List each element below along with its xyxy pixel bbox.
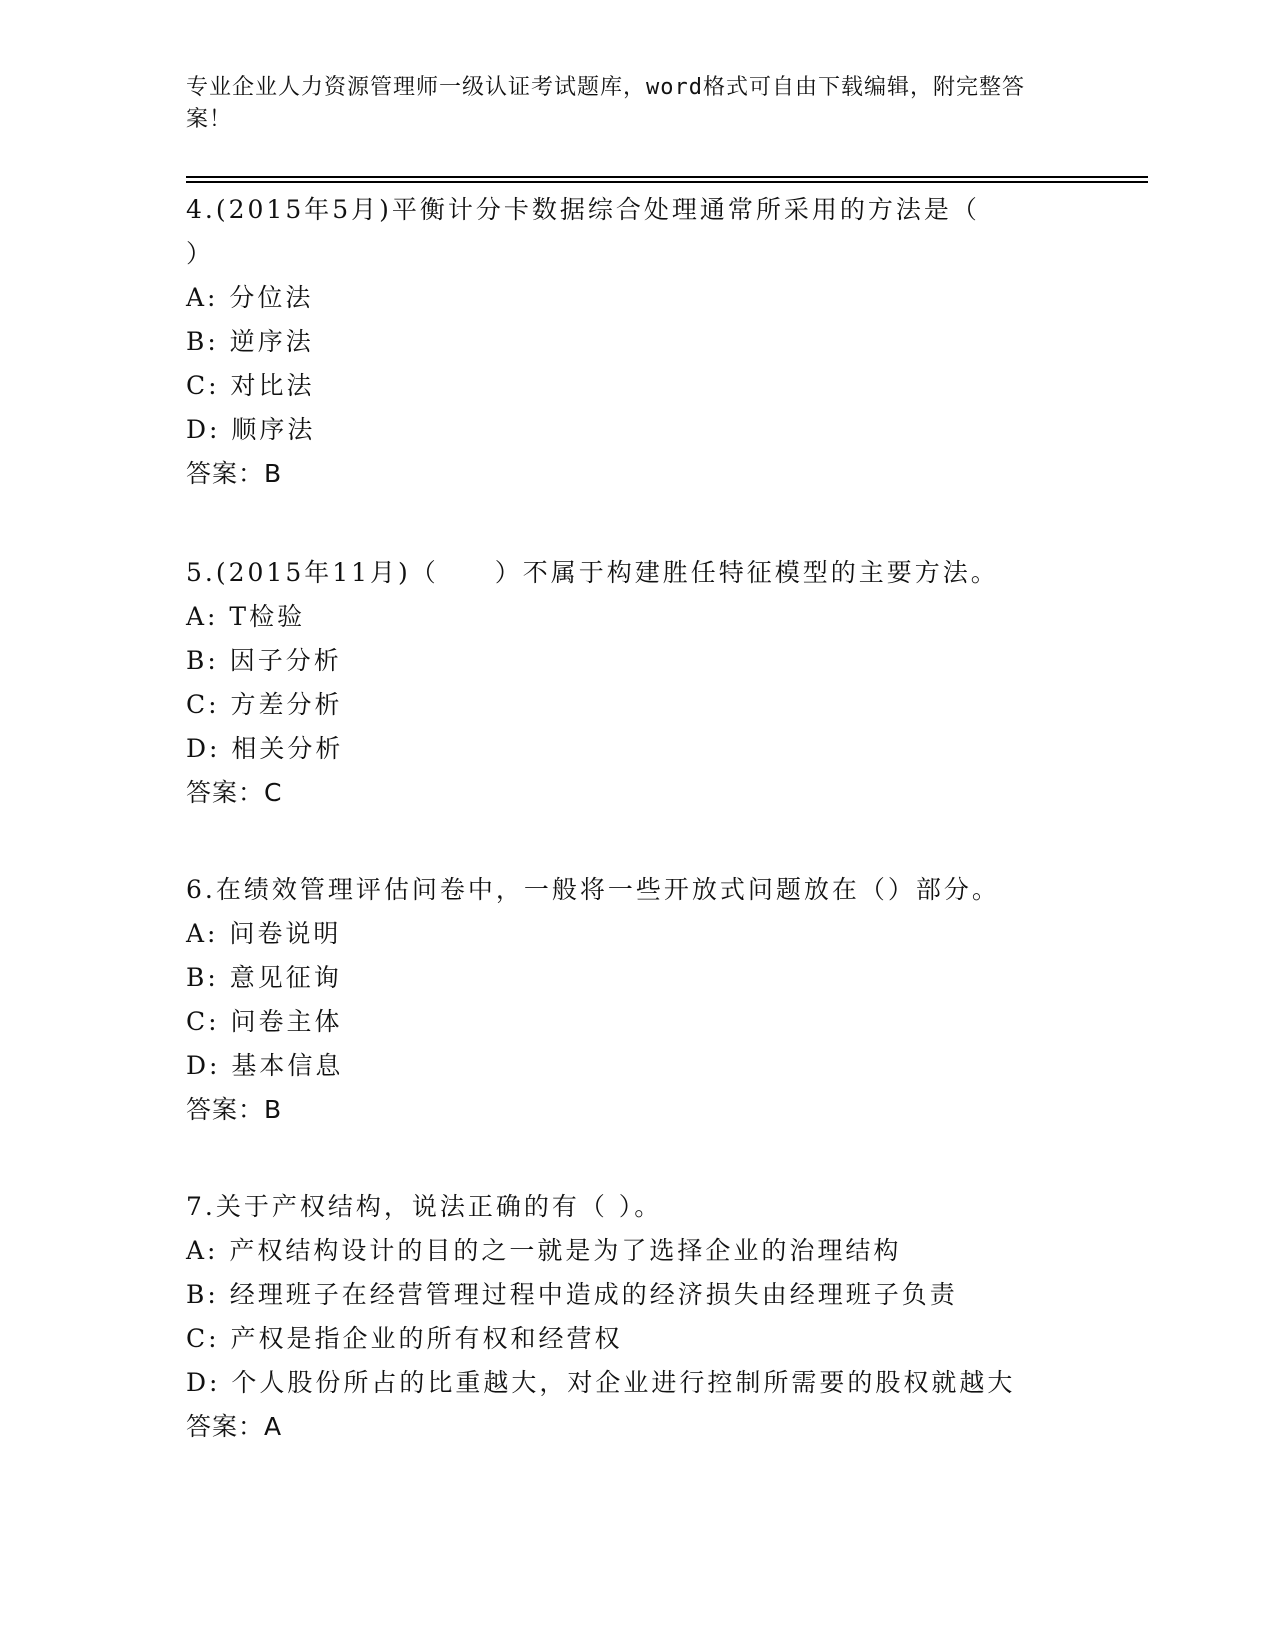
option-c: C: 方差分析 [186, 690, 343, 719]
answer-line: 答案：B [186, 459, 283, 488]
option-d: D: 基本信息 [186, 1051, 344, 1080]
option-b: B: 因子分析 [186, 646, 342, 675]
option-b: B: 逆序法 [186, 327, 314, 356]
option-a: A: T检验 [186, 602, 306, 631]
option-d: D: 个人股份所占的比重越大，对企业进行控制所需要的股权就越大 [186, 1368, 1016, 1397]
question-stem: 7.关于产权结构，说法正确的有（ ）。 [186, 1192, 663, 1221]
question-block [186, 868, 1148, 1132]
header-rule [186, 176, 1148, 178]
answer-line: 答案：B [186, 1095, 283, 1124]
header-rule-secondary [186, 181, 1148, 183]
option-d: D: 相关分析 [186, 734, 344, 763]
option-c: C: 产权是指企业的所有权和经营权 [186, 1324, 623, 1353]
option-b: B: 意见征询 [186, 963, 342, 992]
question-block [186, 1185, 1148, 1449]
question-stem: 4.(2015年5月)平衡计分卡数据综合处理通常所采用的方法是（ ） [186, 195, 980, 268]
option-d: D: 顺序法 [186, 415, 316, 444]
answer-line: 答案：A [186, 1412, 283, 1441]
option-a: A: 问卷说明 [186, 919, 342, 948]
question-block [186, 188, 1148, 496]
question-block [186, 551, 1148, 815]
option-a: A: 分位法 [186, 283, 314, 312]
question-stem: 6.在绩效管理评估问卷中，一般将一些开放式问题放在（）部分。 [186, 875, 1000, 904]
answer-line: 答案：C [186, 778, 283, 807]
question-stem: 5.(2015年11月)（ ）不属于构建胜任特征模型的主要方法。 [186, 558, 999, 587]
option-c: C: 问卷主体 [186, 1007, 343, 1036]
option-c: C: 对比法 [186, 371, 315, 400]
header-note: 专业企业人力资源管理师一级认证考试题库，word格式可自由下载编辑，附完整答案！ [186, 75, 1025, 132]
option-b: B: 经理班子在经营管理过程中造成的经济损失由经理班子负责 [186, 1280, 958, 1309]
option-a: A: 产权结构设计的目的之一就是为了选择企业的治理结构 [186, 1236, 902, 1265]
